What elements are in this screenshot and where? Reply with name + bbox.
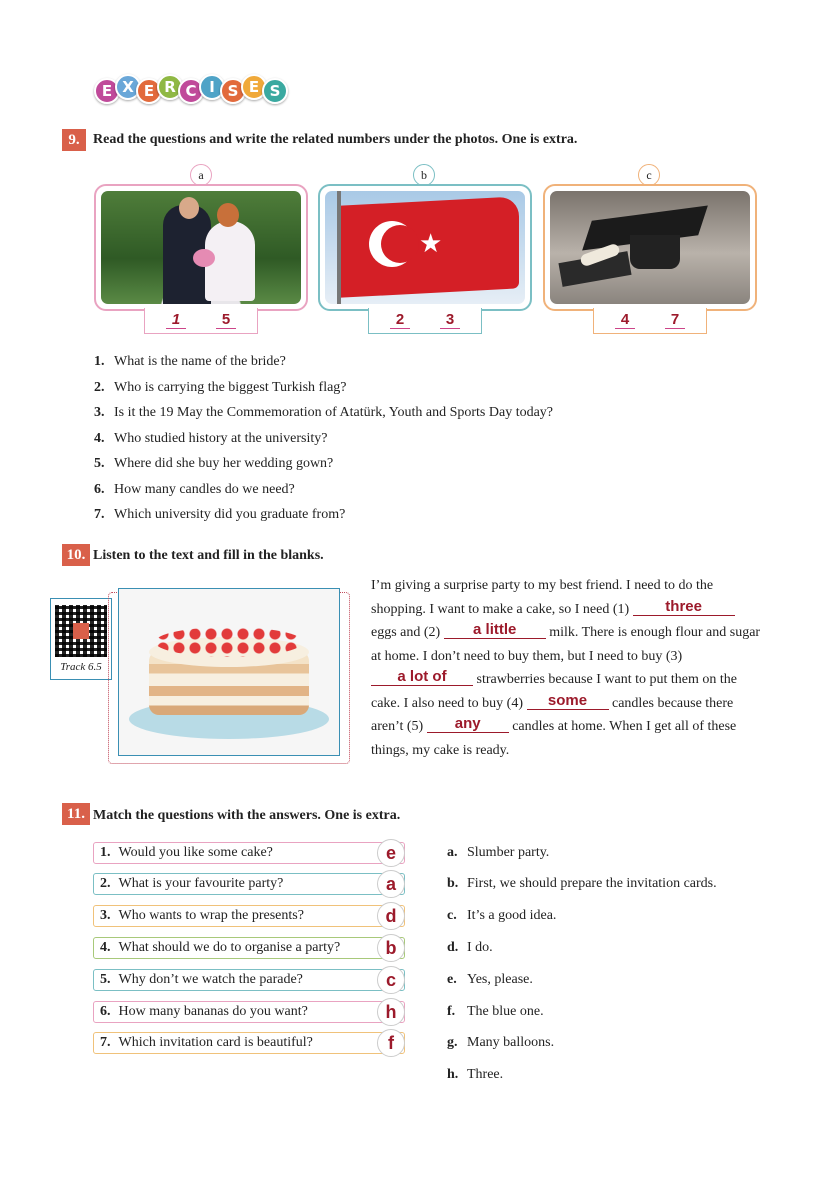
exercise-9-questions [94,354,553,533]
match-option-b: b. First, we should prepare the invitation cards. [447,876,717,891]
match-option-a: a. Slumber party. [447,845,550,860]
blank-4[interactable]: some [527,693,609,710]
match-question-6: 6. How many bananas do you want? h [93,1001,405,1023]
exercise-9-instruction: Read the questions and write the related numbers under the photos. One is extra. [93,132,578,147]
photo-a-frame [94,184,308,311]
logo-letter: C [178,78,204,104]
logo-letter: S [262,78,288,104]
photo-c-frame [543,184,757,311]
match-option-f: f. The blue one. [447,1004,544,1019]
wedding-couple-photo [101,191,301,304]
match-answer-2[interactable]: a [377,870,405,898]
blank-2[interactable]: a little [444,622,546,639]
match-answer-7[interactable]: f [377,1029,405,1057]
match-question-5: 5. Why don’t we watch the parade? c [93,969,405,991]
list-item: 3. Is it the 19 May the Commemoration of Atatürk, Youth and Sports Day today? [94,405,554,420]
match-answer-4[interactable]: b [377,934,405,962]
match-answer-6[interactable]: h [377,998,405,1026]
match-option-d: d. I do. [447,940,493,955]
blank-3[interactable]: a lot of [371,669,473,686]
graduation-cap-photo [550,191,750,304]
match-question-2: 2. What is your favourite party? a [93,873,405,895]
cake-photo [118,588,340,756]
track-label: Track 6.5 [60,661,102,673]
photo-b-frame [318,184,532,311]
match-question-4: 4. What should we do to organise a party? b [93,937,405,959]
list-item: 1. What is the name of the bride? [94,354,286,369]
photo-a-letter: a [190,164,212,186]
list-item: 5. Where did she buy her wedding gown? [94,456,334,471]
exercise-10-number: 10. [62,544,90,566]
photo-c-answer-2: 7 [665,312,685,329]
photo-a-answer-2: 5 [216,312,236,329]
match-option-g: g. Many balloons. [447,1035,555,1050]
logo-letter: R [157,74,183,100]
photo-b-answers [368,308,482,334]
turkish-flag-photo: ★ [325,191,525,304]
match-question-7: 7. Which invitation card is beautiful? f [93,1032,405,1054]
exercise-10-instruction: Listen to the text and fill in the blanks. [93,548,324,563]
blank-1[interactable]: three [633,599,735,616]
exercise-10-passage: I’m giving a surprise party to my best friend. I need to do the shopping. I want to make a cake, so I need (1) three eggs and (2) a little milk. There is enough flour and sugar at home. I don’t need to buy them, but I need to buy (3) a lot of strawberries because I want to put them on the cake. I also need to buy (4) some candles because there aren’t (5) any candles at home. When I get all of these things, my cake is ready. [371,578,761,758]
match-option-e: e. Yes, please. [447,972,533,987]
match-answer-3[interactable]: d [377,902,405,930]
photo-b-answer-1: 2 [390,312,410,329]
match-question-3: 3. Who wants to wrap the presents? d [93,905,405,927]
list-item: 4. Who studied history at the university? [94,430,328,446]
match-option-h: h. Three. [447,1067,504,1082]
logo-letter: S [220,78,246,104]
exercise-11-instruction: Match the questions with the answers. One is extra. [93,808,401,823]
logo-letter: E [94,78,120,104]
photo-c-answers [593,308,707,334]
match-option-c: c. It’s a good idea. [447,908,557,923]
list-item: 2. Who is carrying the biggest Turkish flag? [94,379,347,395]
logo-letter: E [241,74,267,100]
photo-b-answer-2: 3 [440,312,460,329]
photo-a-answer-1: 1 [166,312,186,329]
match-answer-1[interactable]: e [377,839,405,867]
exercise-11-number: 11. [62,803,90,825]
qr-code[interactable] [50,598,112,680]
exercise-9-number: 9. [62,129,86,151]
photo-c-answer-1: 4 [615,312,635,329]
logo-letter: E [136,78,162,104]
photo-c-letter: c [638,164,660,186]
blank-5[interactable]: any [427,716,509,733]
photo-b-letter: b [413,164,435,186]
match-answer-5[interactable]: c [377,966,405,994]
qr-code-image [55,605,107,657]
photo-a-answers [144,308,258,334]
exercises-logo [94,74,283,104]
list-item: 6. How many candles do we need? [94,481,295,497]
list-item: 7. Which university did you graduate from? [94,507,346,522]
logo-letter: X [115,74,141,100]
logo-letter: I [199,74,225,100]
match-question-1: 1. Would you like some cake? e [93,842,405,864]
